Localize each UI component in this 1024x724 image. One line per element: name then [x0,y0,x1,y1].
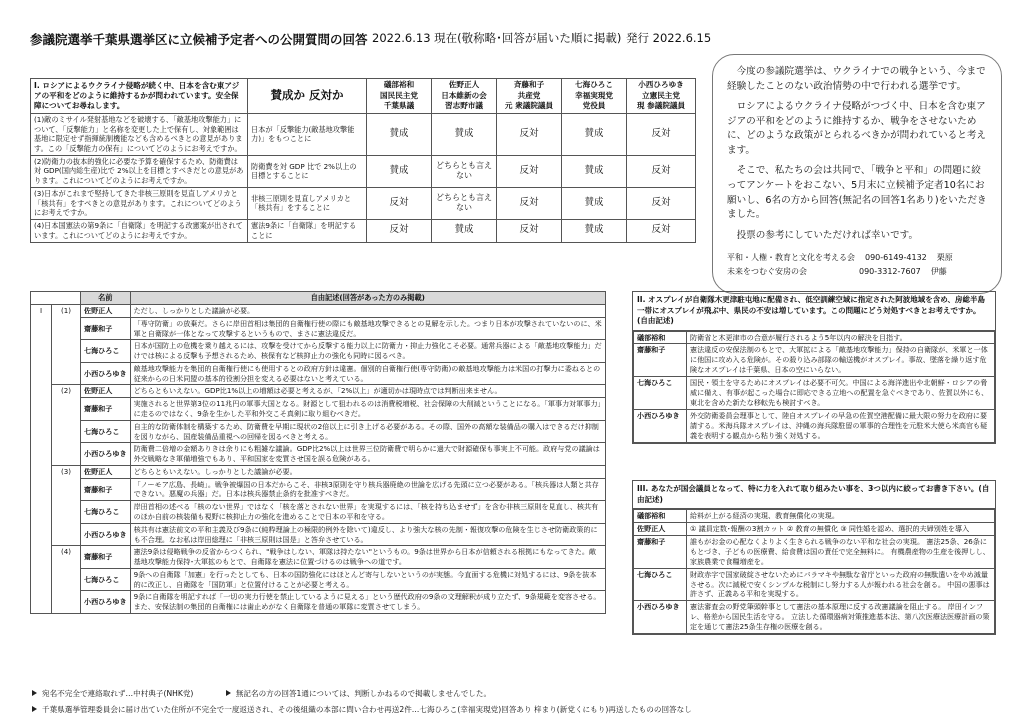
respondent-name: 齋藤和子 [81,478,131,501]
respondent-comment: 誰もがお金の心配なくよりよく生きられる戦争のない平和な社会の実現。 憲法25条、26条にもとづき、子どもの医療費、給食費は国の責任で完全無料に。 有機農産物の生産を後押しし、家族農業で食糧増産を。 [687,535,995,568]
intro-paragraph: 投票の参考にしていただければ幸いです。 [736,229,919,241]
answer-cell: 賛成 [562,113,627,155]
respondent-comment: 日本が国防上の危機を乗り越えるには、攻撃を受けてから反撃する能力以上に防衛力・抑止力強化こそ必要。通常兵器による「敵基地攻撃能力」だけでは核による反撃も予想されるため、核保有など核抑止力の強化も同時に図るべき。 [130,340,605,363]
summary-table [30,78,696,243]
free-row [31,546,606,569]
respondent-comment: 憲法違反の安保法制のもとで、大軍拡による「敵基地攻撃能力」保持の自衛隊が、米軍と一体に他国に攻め入る危険が。その殺り込み部隊の輸送機がオスプレイ。事故、墜落を繰り返す危険なオスプレイは千葉県、日本の空にいらない。 [687,344,995,377]
contact-list [727,251,987,278]
answer-cell: 反対 [367,220,432,242]
footnote-text: 無記名の方の回答1通については、判断しかねるので掲載しませんでした。 [235,689,492,698]
respondent-name: 七海ひろこ [634,568,687,601]
question-number: (2) [52,385,81,465]
respondent-comment: 給料が上がる経済の実現、教育無償化の実現。 [687,510,995,523]
answer-cell: 反対 [497,155,562,187]
free-row [31,362,606,385]
respondent-comment: どちらともいえない。しっかりとした議論が必要。 [130,465,605,478]
summary-proposal: 日本が「反撃能力(敵基地攻撃能力)」をもつことに [248,113,367,155]
free-row [31,523,606,546]
respondent-comment: 憲法9条は侵略戦争の反省からつくられ、"戦争はしない、軍隊は持たない"というもの。9条は世界から日本が信頼される根拠にもなってきた。敵基地攻撃能力保持･大軍拡のもとで、自衛隊を憲法に位置づけるのは戦争への道です。 [130,546,605,569]
summary-proposal: 防衛費を対 GDP 比で 2%以上の目標とすることに [248,155,367,187]
summary-row [31,187,696,219]
intro-paragraph: そこで、私たちの会は共同で、「戦争と平和」の問題に絞ってアンケートをおこない、5月末に立候補予定者10名にお願いし、6名の方から回答(無記名の回答1名あり)をいただきました。 [727,165,987,221]
priorities-question-box [632,480,996,635]
contact-person: 伊藤 [930,266,947,276]
respondent-comment: 防衛省と木更津市の合意が履行されるよう5年以内の解決を目指す。 [687,331,995,344]
box-row [634,377,995,410]
summary-row [31,155,696,187]
box-row [634,409,995,442]
part-number: I [31,304,52,613]
respondent-comment: 敵基地攻撃能力を集団的自衛権行使にも使用するとの政府方針は違憲。個別的自衛権行使(専守防衛)の敵基地攻撃能力は米国の打撃力に委ねるとの従来からの日米同盟の基本的役割分担を変える必要はないと考えている。 [130,362,605,385]
summary-row [31,220,696,242]
free-row [31,591,606,614]
respondent-name: 小西ひろゆき [81,443,131,466]
footnote-text: 宛名不完全で連絡取れず…中村典子(NHK党) [42,689,194,698]
candidate-header: 佐野正人 日本維新の会 習志野市議 [432,79,497,114]
box-row [634,331,995,344]
respondent-name: 小西ひろゆき [634,601,687,634]
free-row [31,304,606,317]
summary-proposal: 憲法9条に「自衛隊」を明記することに [248,220,367,242]
box-row [634,535,995,568]
respondent-comment: 財政赤字で国家破綻させないためにバラマキや無駄な省庁といった政府の無駄遣いをやめ減量させる。次に減税で安くシンプルな税制にし努力する人が報われる社会を創る。 中国の悪事は許さず、正義ある平和を実現する。 [687,568,995,601]
respondent-name: 七海ひろこ [81,340,131,363]
candidate-header: 斉藤和子 共産党 元 衆議院議員 [497,79,562,114]
respondent-comment: 岸田首相の述べる「核のない世界」ではなく「核を落とされない世界」を実現するには、「核を持ち込ませず」を含む非核三原則を見直し、核共有のほか自前の核装備も視野に核抑止力の強化を進めることで日本の平和を守る。 [130,501,605,524]
question-number: (1) [52,304,81,384]
answer-cell: 賛成 [562,155,627,187]
answer-cell: 賛成 [367,113,432,155]
summary-col-label: 賛成か 反対か [248,79,367,114]
summary-question: (3)日本がこれまで堅持してきた非核三原則を見直しアメリカと「核共有」をすべきとの意見があります。これについてどのようにお考えですか。 [31,187,248,219]
free-row [31,340,606,363]
respondent-name: 齋藤和子 [634,344,687,377]
candidate-header: 礒部裕和 国民民主党 千葉県議 [367,79,432,114]
summary-proposal: 非核三原則を見直しアメリカと「核共有」をすることに [248,187,367,219]
triangle-bullet-icon [32,690,37,696]
contact-tel: 090-3312-7607 [859,266,921,276]
respondent-comment: ただし、しっかりとした議論が必要。 [130,304,605,317]
footnote-line [32,688,491,699]
free-row [31,478,606,501]
date-note: 2022.6.13 現在(敬称略･回答が届いた順に掲載) [372,31,622,45]
question-number: (4) [52,546,81,614]
respondent-name: 佐野正人 [81,465,131,478]
respondent-name: 佐野正人 [81,304,131,317]
priorities-question-title: III. あなたが国会議員となって、特に力を入れて取り組みたい事を、3つ以内に絞ってお書き下さい。(自由記述) [633,481,995,509]
box-row [634,601,995,634]
respondent-name: 齋藤和子 [634,535,687,568]
respondent-name: 七海ひろこ [81,568,131,591]
triangle-bullet-icon [226,690,231,696]
respondent-comment: 9条への自衛隊「加憲」を行ったとしても、日本の国防強化にはほとんど寄与しないというのが実態。今直面する危機に対処するには、9条を抜本的に改正し、自衛隊を「国防軍」と位置付けることが必要と考える。 [130,568,605,591]
publish-date: 発行 2022.6.15 [626,31,712,45]
contact-line [727,251,987,265]
respondent-comment: 国民・領土を守るためにオスプレイは必要不可欠。中国による海洋進出や北朝鮮・ロシアの脅威に備え、有事が起こった場合に即応できる立地への配置を急ぐべきであり、佐賀以外にも、東北を含めた新たな移転先も検討すべき。 [687,377,995,410]
page-title: 参議院選挙千葉県選挙区に立候補予定者への公開質問の回答 [30,32,368,47]
box-row [634,522,995,535]
triangle-bullet-icon [32,706,37,712]
respondent-name: 小西ひろゆき [81,591,131,614]
respondent-comment: 「専守防衛」の放棄だ。さらに岸田首相は集団的自衛権行使の際にも敵基地攻撃できるとの見解を示した。つまり日本が攻撃されていないのに、米軍と自衛隊が一体となって攻撃するというもので、まさに憲法違反だ。 [130,317,605,340]
free-row [31,465,606,478]
summary-row [31,113,696,155]
respondent-name: 礒部裕和 [634,510,687,523]
question-number: (3) [52,465,81,545]
osprey-question-box [632,291,996,444]
box-row [634,344,995,377]
respondent-comment: どちらともいえない。GDP比1%以上の増額は必要と考えるが、「2%以上」が適切かは現時点では判断出来ません。 [130,385,605,398]
respondent-comment: 自主的な防衛体制を構築するため、防衛費を早期に現状の2倍以上に引き上げる必要がある。その際、国外の高額な装備品の購入はできるだけ抑制を図りながら、国産装備品重視への回帰を図るべきと考える。 [130,420,605,443]
answer-cell: 反対 [627,155,696,187]
respondent-name: 小西ひろゆき [81,362,131,385]
summary-question-heading: I. ロシアによるウクライナ侵略が続く中、日本を含む東アジアの平和をどのように維持するかが問われています。安全保障についてお尋ねします。 [31,79,248,114]
respondent-name: 礒部裕和 [634,331,687,344]
summary-question: (2)防衛力の抜本的強化に必要な予算を確保するため、防衛費は対 GDP(国内総生産)比で 2%以上を目標とすべきだとの意見があります。これについてどのようにお考えですか。 [31,155,248,187]
respondent-comment: 憲法審査会の野党筆頭幹事として憲法の基本原理に反する改憲議論を阻止する。 岸田インフレ、格差から国民生活を守る。 立法した循環器病対策推進基本法、第八次医療法医療計画の策定を通じて憲法25条生存権の医療を創る。 [687,601,995,634]
free-row [31,385,606,398]
answer-cell: 賛成 [562,187,627,219]
free-row [31,317,606,340]
answer-cell: 賛成 [367,155,432,187]
respondent-name: 佐野正人 [634,522,687,535]
free-row [31,443,606,466]
respondent-name: 佐野正人 [81,385,131,398]
respondent-name: 小西ひろゆき [634,409,687,442]
answer-cell: どちらとも言えない [432,155,497,187]
respondent-name: 齋藤和子 [81,398,131,421]
answer-cell: 反対 [367,187,432,219]
answer-cell: 反対 [627,187,696,219]
respondent-comment: 外交防衛委員会理事として、陸自オスプレイの早急の佐賀空港配備に最大限の努力を政府に要請する。米海兵隊オスプレイは、沖縄の海兵隊駐留の軍事的合理性を元駐米大使ら米高官も疑義を表明する観点から粘り強く対処する。 [687,409,995,442]
answer-cell: 反対 [497,113,562,155]
respondent-comment: 「ノーモア広島、長崎」。戦争被爆国の日本だからこそ、非核3原則を守り核兵器廃絶の世論を広げる先頭に立つ必要がある。「核兵器は人類と共存できない。悪魔の兵器」だ。日本は核兵器禁止条約を批准すべきだ。 [130,478,605,501]
answer-cell: 賛成 [432,220,497,242]
free-row [31,501,606,524]
intro-paragraph: ロシアによるウクライナ侵略がつづく中、日本を含む東アジアの平和をどのように維持するか、戦争をさせないために、どのような政策がとられるべきかが問われていると考えます。 [727,101,987,156]
osprey-question-title: II. オスプレイが自衛隊木更津駐屯地に配備され、低空訓練空域に指定された阿波地域を含め、房総半島一帯にオスプレイが飛ぶ中、県民の不安は増しています。この問題にどう対処すべきとお考えですか。(自由記述) [633,292,995,331]
respondent-name: 齋藤和子 [81,317,131,340]
respondent-name: 齋藤和子 [81,546,131,569]
respondent-comment: 実施されると世界第3位の11兆円の軍事大国となる。財源として狙われるのは消費税増税、社会保障の大削減ということになる。「軍事力対軍事力」に走るのではなく、9条を生かした平和外交こそ真剣に取り組むべきだ。 [130,398,605,421]
respondent-name: 七海ひろこ [81,420,131,443]
free-description-table [30,291,606,614]
free-row [31,398,606,421]
candidate-header: 小西ひろゆき 立憲民主党 現 参議院議員 [627,79,696,114]
answer-cell: 賛成 [562,220,627,242]
contact-org: 平和・人権・教育と文化を考える会 [727,253,855,263]
text-col-header: 自由記述(回答があった方のみ掲載) [130,292,605,305]
answer-cell: 反対 [627,113,696,155]
name-col-header: 名前 [81,292,131,305]
contact-line [727,265,987,279]
answer-cell: 賛成 [432,113,497,155]
respondent-comment: ① 議員定数･報酬の3割カット ② 教育の無償化 ③ 同性婚を認め、選択的夫婦別姓を導入 [687,522,995,535]
free-row [31,568,606,591]
intro-box [712,54,1002,294]
respondent-comment: 防衛費二倍増の金額ありきは余りにも粗雑な議論。GDP比2%以上は世界三位防衛費で明らかに過大で財源確保も事実上不可能。政府与党の議論は外交戦略なき軍備増強でもあり、平和国家を変質させ国を誤る危険がある。 [130,443,605,466]
candidate-header: 七海ひろこ 幸福実現党 党役員 [562,79,627,114]
answer-cell: 反対 [627,220,696,242]
respondent-name: 七海ひろこ [634,377,687,410]
box-row [634,568,995,601]
summary-question: (1)敵のミサイル発射基地などを破壊する、「敵基地攻撃能力」について、「反撃能力」と名称を変更した上で保有し、対象範囲は基地に限定せず指揮統制機能なども含めるべきとの意見があります。この「反撃能力の保有」についてどのようにお考えですか。 [31,113,248,155]
answer-cell: 反対 [497,220,562,242]
contact-tel: 090-6149-4132 [865,253,927,263]
contact-org: 未来をつむぐ安房の会 [727,266,807,276]
respondent-name: 小西ひろゆき [81,523,131,546]
free-row [31,420,606,443]
answer-cell: 反対 [497,187,562,219]
footnote-line [32,704,692,715]
summary-question: (4)日本国憲法の第9条に「自衛隊」を明記する改憲案が出されています。これについてどのようにお考えですか。 [31,220,248,242]
respondent-comment: 9条に自衛隊を明記すれば「一切の実力行使を禁止しているように見える」という歴代政府の9条の文理解釈が成り立たず、9条規範を変容させる。また、安保法制の集団的自衛権には歯止めがなく自衛隊を普通の軍隊に変質させてしまう。 [130,591,605,614]
box-row [634,510,995,523]
respondent-comment: 核共有は憲法前文の平和主義及び9条に(純粋理論上の極限的例外を除いて)違反し、より強大な核の先制・報復攻撃の危険を生じさせ防衛政策的にも不合理。なお私は岸田総理に「非核三原則は国是」と答弁させている。 [130,523,605,546]
footnote-text: 千葉県選挙管理委員会に届け出ていた住所が不完全で一度返送され、その後組織の本部に問い合わせ再送2件…七海ひろこ(幸福実現党)回答あり 梓まり(新党くにもり)再送したものの回答なし [42,705,692,714]
intro-paragraph: 今度の参議院選挙は、ウクライナでの戦争という、今まで経験したことのない政治情勢の中で行われる選挙です。 [727,66,986,92]
contact-person: 栗原 [936,253,953,263]
answer-cell: どちらとも言えない [432,187,497,219]
respondent-name: 七海ひろこ [81,501,131,524]
